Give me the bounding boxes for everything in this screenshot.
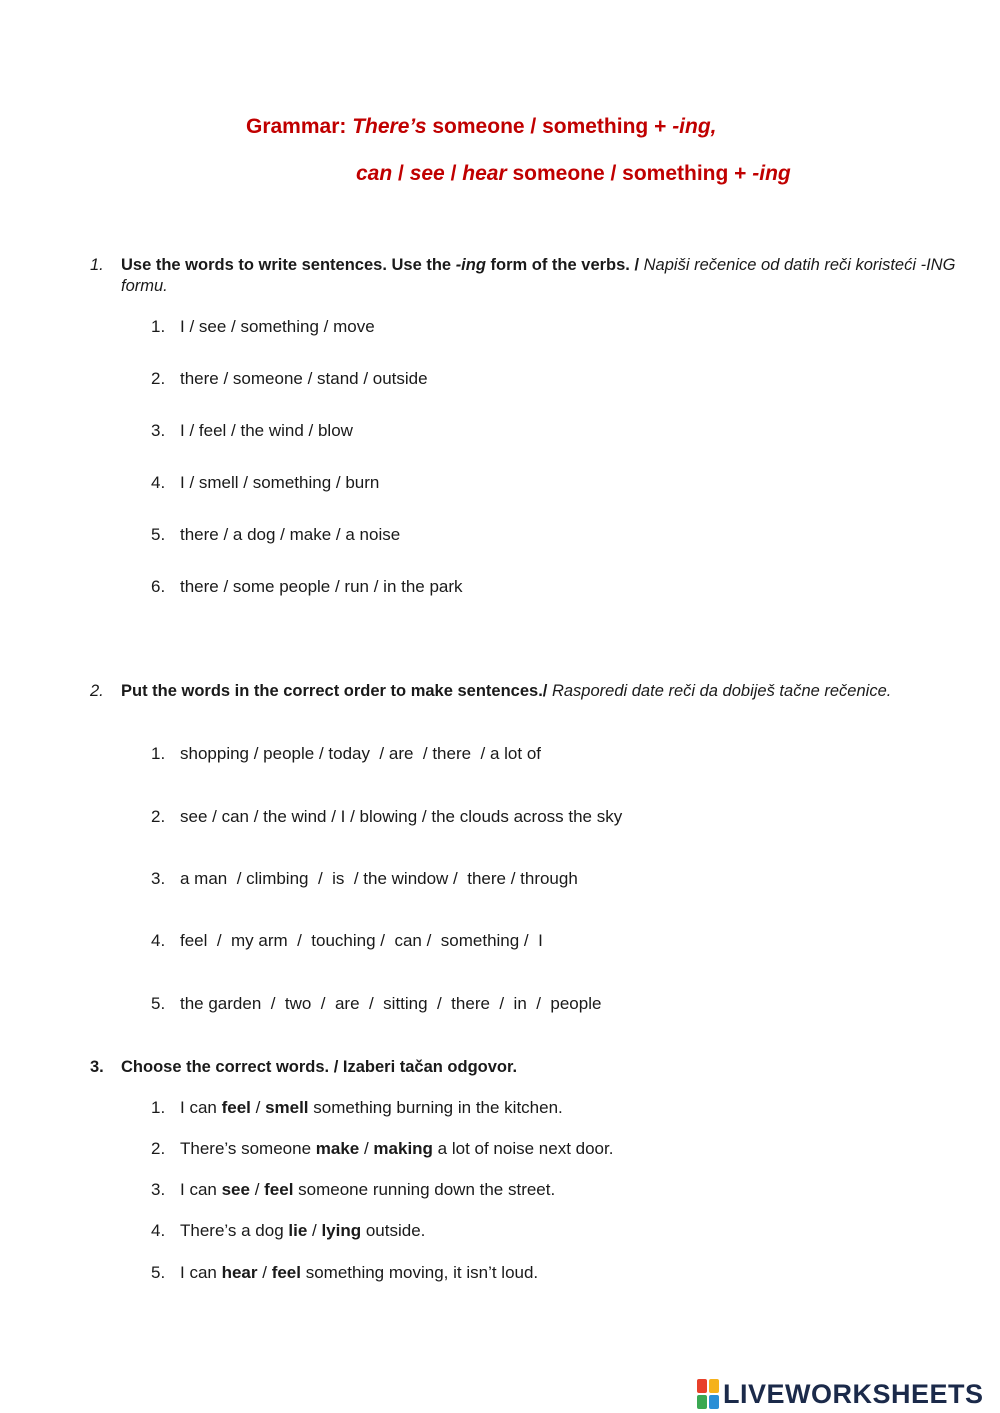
item-number: 3. xyxy=(151,421,166,440)
item-text-pre: I can xyxy=(180,1180,222,1199)
section-1-text xyxy=(121,255,960,297)
section-2-bold: Put the words in the correct order to make sentences./ xyxy=(121,682,548,700)
item-text-post: someone running down the street. xyxy=(293,1180,556,1199)
exercise-1-item-2 xyxy=(151,369,428,389)
exercise-2-item-4 xyxy=(151,931,543,951)
item-number: 4. xyxy=(151,473,166,492)
section-2-text xyxy=(121,681,960,702)
item-number: 6. xyxy=(151,577,166,596)
item-text-pre: I can xyxy=(180,1263,222,1282)
liveworksheets-logo xyxy=(697,1378,984,1410)
section-2-instruction xyxy=(90,681,960,702)
exercise-3-item-1 xyxy=(151,1098,563,1118)
title-middle-1: someone / something + xyxy=(426,115,673,138)
choice-separator: / xyxy=(257,1263,272,1282)
exercise-1-item-5 xyxy=(151,525,400,545)
exercise-1-item-6 xyxy=(151,577,463,597)
choice-option-1[interactable]: hear xyxy=(221,1263,258,1282)
item-text: shopping / people / today / are / there / a lot of xyxy=(180,744,542,763)
choice-option-2[interactable]: feel xyxy=(271,1263,301,1282)
exercise-1-item-1 xyxy=(151,317,375,337)
item-text-post: outside. xyxy=(361,1221,426,1240)
section-3-instruction xyxy=(90,1057,960,1078)
choice-option-2[interactable]: making xyxy=(373,1139,433,1158)
section-2-number: 2. xyxy=(90,682,104,700)
choice-option-1[interactable]: see xyxy=(221,1180,250,1199)
choice-separator: / xyxy=(307,1221,322,1240)
exercise-1-item-3 xyxy=(151,421,353,441)
choice-option-1[interactable]: feel xyxy=(221,1098,251,1117)
exercise-2-item-5 xyxy=(151,994,601,1014)
item-text: there / a dog / make / a noise xyxy=(180,525,401,544)
item-number: 3. xyxy=(151,1180,166,1199)
item-number: 5. xyxy=(151,525,166,544)
choice-option-2[interactable]: smell xyxy=(265,1098,309,1117)
exercise-1-item-4 xyxy=(151,473,379,493)
section-1-instruction xyxy=(90,255,960,297)
exercise-3-item-2 xyxy=(151,1139,613,1159)
choice-option-2[interactable]: feel xyxy=(264,1180,294,1199)
item-text-pre: There’s someone xyxy=(180,1139,316,1158)
item-text: there / some people / run / in the park xyxy=(180,577,463,596)
exercise-3-item-5 xyxy=(151,1263,538,1283)
logo-square-green xyxy=(697,1395,707,1409)
exercise-2-item-3 xyxy=(151,869,578,889)
section-1-bold-1: Use the words to write sentences. Use the xyxy=(121,256,456,274)
exercise-3-item-3 xyxy=(151,1180,555,1200)
title-see: see xyxy=(409,162,445,185)
item-number: 1. xyxy=(151,317,166,336)
section-1-translation: Napiši rečenice od datih reči koristeći -ING formu. xyxy=(121,256,956,295)
title-hear: hear xyxy=(462,162,507,185)
item-text: see / can / the wind / I / blowing / the clouds across the sky xyxy=(180,807,623,826)
choice-option-1[interactable]: lie xyxy=(288,1221,308,1240)
choice-separator: / xyxy=(249,1180,265,1199)
choice-option-2[interactable]: lying xyxy=(321,1221,362,1240)
choice-separator: / xyxy=(359,1139,374,1158)
item-text: I / smell / something / burn xyxy=(180,473,380,492)
logo-square-blue xyxy=(709,1395,719,1409)
section-1-number: 1. xyxy=(90,256,104,274)
title-sep-1: / xyxy=(392,162,410,185)
item-text-post: something moving, it isn’t loud. xyxy=(300,1263,539,1282)
section-3-number: 3. xyxy=(90,1058,104,1076)
logo-square-red xyxy=(697,1379,707,1393)
item-text-post: a lot of noise next door. xyxy=(432,1139,614,1158)
item-number: 2. xyxy=(151,1139,166,1158)
item-text: I / feel / the wind / blow xyxy=(180,421,353,440)
choice-separator: / xyxy=(250,1098,266,1117)
title-line-2 xyxy=(356,162,791,186)
choice-option-1[interactable]: make xyxy=(315,1139,360,1158)
item-text-post: something burning in the kitchen. xyxy=(308,1098,563,1117)
section-3-text xyxy=(121,1057,960,1078)
title-sep-2: / xyxy=(444,162,463,185)
section-3-bold: Choose the correct words. / Izaberi tačan odgovor. xyxy=(121,1058,518,1076)
item-number: 4. xyxy=(151,1221,166,1240)
item-number: 5. xyxy=(151,994,166,1013)
item-number: 2. xyxy=(151,369,166,388)
item-number: 1. xyxy=(151,744,166,763)
item-text-pre: There’s a dog xyxy=(180,1221,289,1240)
item-text: the garden / two / are / sitting / there / in / people xyxy=(180,994,602,1013)
item-text: a man / climbing / is / the window / there / through xyxy=(180,869,578,888)
item-number: 4. xyxy=(151,931,166,950)
title-prefix: Grammar: xyxy=(246,115,353,138)
logo-text: LIVEWORKSHEETS xyxy=(723,1378,984,1409)
title-theres: There’s xyxy=(352,115,427,138)
item-text: there / someone / stand / outside xyxy=(180,369,428,388)
item-number: 5. xyxy=(151,1263,166,1282)
section-2-translation: Rasporedi date reči da dobiješ tačne rečenice. xyxy=(547,682,892,700)
exercise-2-item-1 xyxy=(151,744,541,764)
title-line-1 xyxy=(246,115,717,139)
item-number: 2. xyxy=(151,807,166,826)
item-number: 3. xyxy=(151,869,166,888)
item-number: 1. xyxy=(151,1098,166,1117)
title-middle-2: someone / something + xyxy=(506,162,753,185)
section-1-bold-2: form of the verbs. / xyxy=(485,256,644,274)
logo-square-yellow xyxy=(709,1379,719,1393)
item-text: I / see / something / move xyxy=(180,317,375,336)
exercise-3-item-4 xyxy=(151,1221,425,1241)
liveworksheets-logo-icon xyxy=(697,1379,719,1409)
exercise-2-item-2 xyxy=(151,807,622,827)
title-can: can xyxy=(356,162,393,185)
item-text: feel / my arm / touching / can / something / I xyxy=(180,931,543,950)
section-1-bold-italic: -ing xyxy=(455,256,486,274)
title-ing-2: -ing xyxy=(752,162,791,185)
item-text-pre: I can xyxy=(180,1098,222,1117)
title-ing-1: -ing, xyxy=(672,115,717,138)
